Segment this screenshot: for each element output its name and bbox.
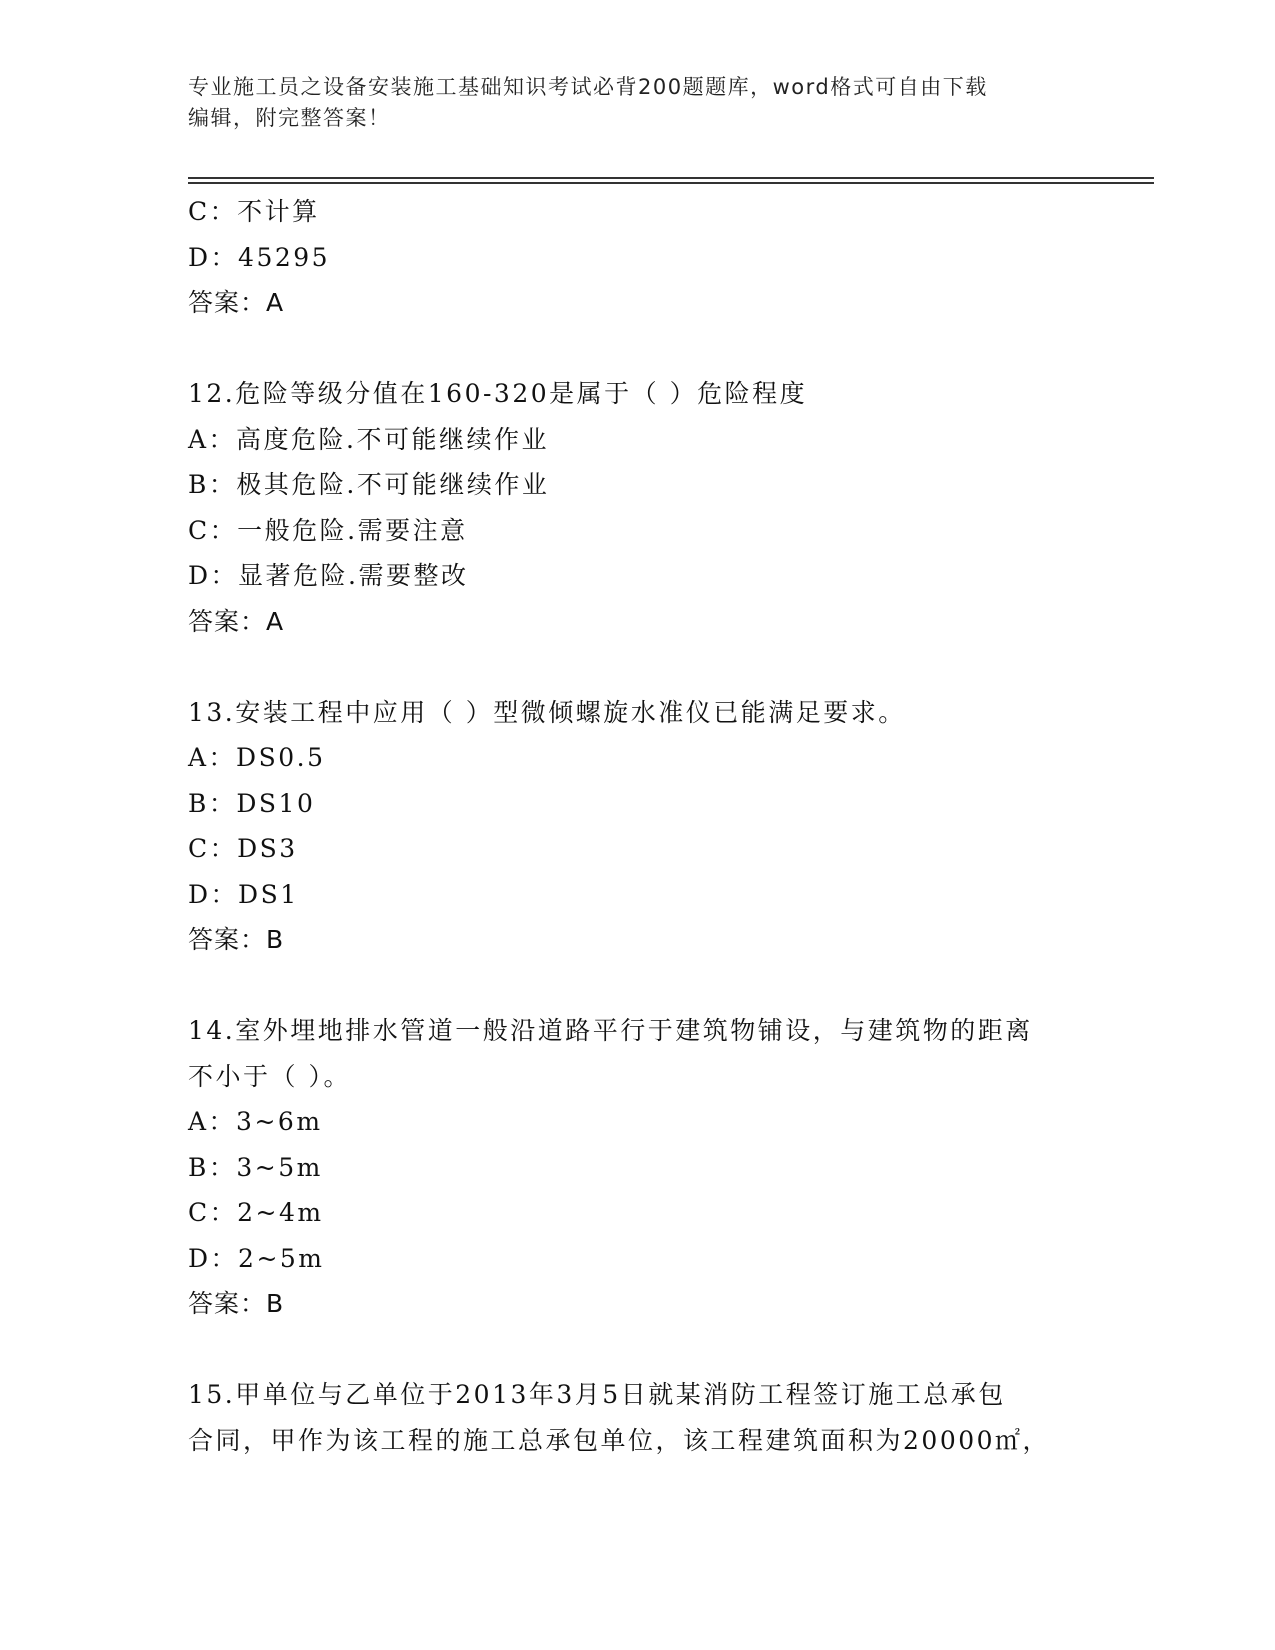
header-line-1: 专业施工员之设备安装施工基础知识考试必背200题题库，word格式可自由下载 bbox=[188, 75, 988, 99]
option-b: B：3~5m bbox=[188, 1152, 323, 1182]
header-line-2: 编辑，附完整答案！ bbox=[188, 106, 391, 130]
option-d: D：45295 bbox=[188, 242, 331, 272]
option-b: B：极其危险.不可能继续作业 bbox=[188, 470, 550, 499]
option-a: A：DS0.5 bbox=[188, 743, 326, 772]
question-14 bbox=[188, 1008, 1088, 1327]
answer-line bbox=[188, 599, 1088, 645]
question-stem-line-2: 不小于（ ）。 bbox=[188, 1061, 351, 1091]
answer-line bbox=[188, 280, 1088, 326]
answer-label: 答案： bbox=[188, 288, 267, 317]
answer-line bbox=[188, 1281, 1088, 1327]
question-stem-line-1: 14.室外埋地排水管道一般沿道路平行于建筑物铺设，与建筑物的距离 bbox=[188, 1016, 1033, 1045]
question-15 bbox=[188, 1372, 1088, 1463]
answer-value: B bbox=[266, 925, 285, 954]
document-header bbox=[188, 72, 1068, 134]
question-12 bbox=[188, 371, 1088, 644]
option-c: C：2~4m bbox=[188, 1198, 324, 1227]
question-stem-line-2: 合同，甲作为该工程的施工总承包单位，该工程建筑面积为20000㎡， bbox=[188, 1425, 1051, 1455]
question-stem: 12.危险等级分值在160-320是属于（ ）危险程度 bbox=[188, 379, 808, 408]
option-d: D：DS1 bbox=[188, 879, 299, 909]
answer-label: 答案： bbox=[188, 925, 267, 954]
option-a: A：3~6m bbox=[188, 1107, 323, 1136]
answer-value: A bbox=[266, 606, 285, 636]
option-c: C：不计算 bbox=[188, 197, 320, 226]
question-13 bbox=[188, 690, 1088, 963]
option-d: D：2~5m bbox=[188, 1243, 325, 1273]
answer-label: 答案： bbox=[188, 1289, 267, 1318]
option-c: C：一般危险.需要注意 bbox=[188, 515, 468, 545]
option-a: A：高度危险.不可能继续作业 bbox=[188, 424, 550, 454]
answer-value: A bbox=[266, 288, 285, 317]
answer-label: 答案： bbox=[188, 606, 267, 636]
question-list bbox=[188, 189, 1088, 1463]
question-11-tail bbox=[188, 189, 1088, 326]
answer-line bbox=[188, 917, 1088, 963]
question-stem: 13.安装工程中应用（ ）型微倾螺旋水准仪已能满足要求。 bbox=[188, 697, 906, 727]
header-divider-top bbox=[188, 177, 1154, 179]
header-divider-bottom bbox=[188, 182, 1154, 184]
question-stem-line-1: 15.甲单位与乙单位于2013年3月5日就某消防工程签订施工总承包 bbox=[188, 1380, 1006, 1409]
option-c: C：DS3 bbox=[188, 834, 298, 863]
answer-value: B bbox=[266, 1289, 285, 1318]
option-d: D：显著危险.需要整改 bbox=[188, 561, 469, 590]
option-b: B：DS10 bbox=[188, 788, 316, 818]
